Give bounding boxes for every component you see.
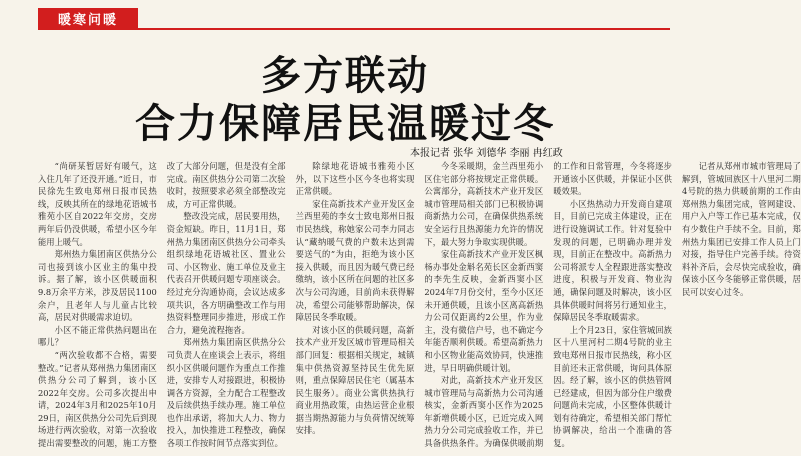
paragraph: 家住高新技术产业开发区枫杨办事处金斛名苑长区金新西窦的李先生反映，金新西窦小区2024年7月份交付，至今小区还未开通供暖，且该小区离高新热力公司仅距离约2公里，作为业主，没有微信户号，也不确定今年能否顺利供暖。希望高新热力和小区物业能高效协同，快速推进，早日明确供暖计划。	[424, 249, 544, 373]
paragraph: 除绿地花语城书雅苑小区外，以下这些小区今冬也将实现正常供暖。	[295, 161, 415, 197]
paragraph: 对该小区的供暖问题，高新技术产业开发区城市管理局相关部门回复：根据相关规定，城镇集中供热资源坚持民生优先原则，重点保障居民住宅（属基本民生服务）。商业公寓供热执行商业用热政策，由热运营企业根据当期热源能力与负荷情况统筹安排。	[295, 324, 415, 436]
section-badge	[38, 8, 138, 28]
headline-line-2: 合力保障居民温暖过冬	[135, 101, 555, 147]
paragraph: 小区热热动力开发商自建项目，目前已完成主体建设，正在进行设施调试工作。针对复验中发现的问题，已明确办理并发现，目前正在整改中。高新热力公司将派专人全程跟进落实整改进度，积极与开发商、物业沟通，确保问题及时解决，该小区具体供暖时间将另行通知业主，保障居民冬季取暖需求。	[553, 198, 672, 323]
byline: 本报记者 张华 刘德华 李丽 冉红政	[410, 148, 563, 159]
section-label: 暖寒问暖	[57, 12, 118, 28]
paragraph: 家住高新技术产业开发区金兰西里苑的李女士致电郑州日报市民热线，称她家公司李力同志认“藏纳暖气费的户数未达到需要送气的”为由，拒绝为该小区接入供暖，而且因为暖气费已经缴纳，该小区所在问题的社区多次与公司沟通，目前尚未获得解决，希望公司能够帮助解决，保障居民冬季取暖。	[295, 198, 415, 323]
headline-line-1: 多方联动	[261, 53, 429, 99]
paragraph: 上个月23日，家住管城回族区十八里河村二期4号院的业主致电郑州日报市民热线，称小区目前还未正常供暖，询问具体原因。经了解，该小区的供热管网已经建成，但因为部分住户缴费问题尚未完成，小区整体供暖计划有待确定，希望相关部门帮忙协调解决，给出一个准确的答复。	[553, 324, 672, 449]
paragraph: 今冬采暖期，金兰西里苑小区住宅部分将按规定正常供暖。公寓部分，高新技术产业开发区城市管理局相关部门已积极协调商新热力公司，在确保供热系统安全运行且热源能力允许的情况下，最大努力争取实现供暖。	[424, 161, 544, 247]
paragraph: “两次验收都不合格，需要整改。”记者从郑州热力集团南区供热分公司了解到，该小区2022年交房。公司多次提出申请，2024年3月和2025年10月29日，南区供热分公司先后到现场进行两次验收，对第一次验收提出需要整改的问题，施工方整改了大部分问题，但是没有全部完成。南区供热分公司第二次验收时，按照要求必须全部整改完成，方可正常供暖。	[38, 161, 286, 449]
paragraph: 整改没完成，居民要用热，资金短缺。昨日，11月1日，郑州热力集团南区供热分公司牵头组织绿地花语城社区、置业公司、小区物业、施工单位及业主代表召开供暖问题专项座谈会。经过充分沟通协商，会议达成多项共识，各方明确整改工作与用热资料整理同步推进，形成工作合力，避免流程拖沓。	[166, 211, 286, 335]
paragraph: 小区不能正常供热问题出在哪儿？	[38, 324, 157, 348]
paragraph: 郑州热力集团南区供热分公司负责人在座谈会上表示，将组织小区供暖问题作为重点工作推进，安排专人对接跟进，积极协调各方资源，全力配合工程整改及后续供热手续办理。施工单位也作出承诺，将加大人力、物力投入，加快推进工程整改，确保各项工作按时间节点落实到位。	[166, 337, 286, 449]
paragraph: 记者从郑州市城市管理局了解到，管城回族区十八里河二期4号院的热力供暖前期的工作由郑州热力集团完成，管网建设、用户入户等工作已基本完成，仅有少数住户手续不全。目前，郑州热力集团已安排工作人员上门对接，指导住户完善手续。待资料补齐后，会尽快完成验收，确保该小区今冬能够正常供暖，居民可以安心过冬。	[681, 161, 801, 297]
header-rule	[38, 28, 670, 30]
paragraph: 郑州热力集团南区供热分公司也接到该小区业主的集中投诉。据了解，该小区供暖面积9.8万余平方米，涉及居民1100余户，且老年人与儿童占比较高，居民对供暖需求迫切。	[38, 249, 157, 323]
article-body	[38, 160, 801, 452]
paragraph: “尚研某暂居好有暖气，这入住几年了还没开通。”近日，市民徐先生致电郑州日报市民热线，反映其所在的绿地花语城书雅苑小区自2022年交房，交房两年后仍没供暖，希望小区今年能用上暖气。	[38, 161, 157, 247]
paragraph: 对此，高新技术产业开发区城市管理局与高新热力公司沟通核实，金新西窦小区作为2025年新增供暖小区，已近完成入网热力分公司完成验收工作，并已具备供热条件。为确保供暖前期的工作和日常管理，今冬将逐步开通该小区供暖，并保证小区供暖效果。	[424, 161, 672, 449]
